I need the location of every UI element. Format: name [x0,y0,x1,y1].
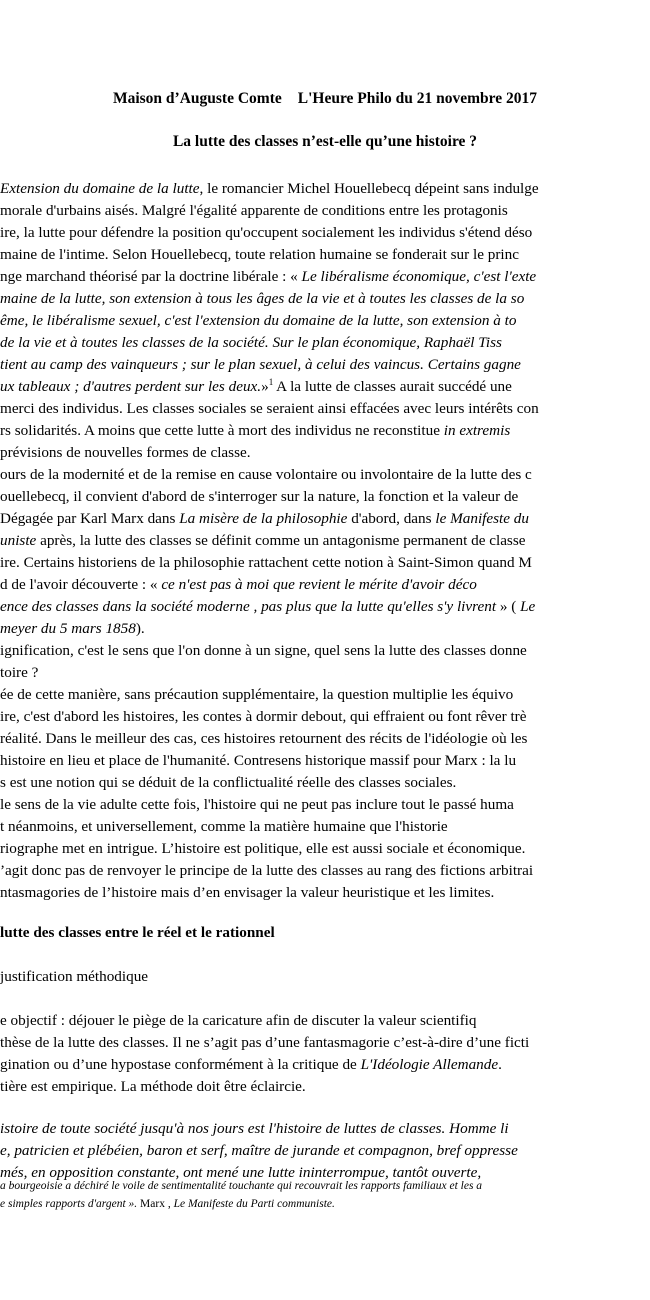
text-segment: meyer du 5 mars 1858 [0,620,136,637]
text-segment: réalité. Dans le meilleur des cas, ces histoires retournent des récits de l'idéologie où les [0,730,528,747]
text-segment: ’agit donc pas de renvoyer le principe de la lutte des classes au rang des fictions arbitrai [0,862,534,879]
text-line [0,486,518,508]
text-line [0,966,148,988]
footnote-line-1: a bourgeoisie a déchiré le voile de sentimentalité touchante qui recouvrait les rapports familiaux et les a [0,1180,483,1192]
text-line [0,1054,502,1076]
footnote-source: Le Manifeste du Parti communiste. [173,1198,335,1210]
text-segment: toire ? [0,664,39,681]
text-segment: ée de cette manière, sans précaution supplémentaire, la question multiplie les équivo [0,686,514,703]
text-line [0,442,251,464]
text-segment: L'Idéologie Allemande [360,1056,499,1073]
text-segment: . [498,1056,502,1073]
text-line [0,178,539,200]
text-segment: le Manifeste du [435,510,529,527]
text-segment: histoire en lieu et place de l'humanité. Contresens historique massif pour Marx : la lu [0,752,517,769]
text-line [0,684,513,706]
text-segment: ux tableaux ; d'autres perdent sur les deux. [0,378,262,395]
text-segment: ence des classes dans la société moderne , pas plus que la lutte qu'elles s'y livrent [0,598,497,615]
text-line [0,332,502,354]
text-line [0,310,516,332]
text-line [0,1010,477,1032]
text-segment: riographe met en intrigue. L’histoire est politique, elle est aussi sociale et économique. [0,840,526,857]
text-segment: ntasmagories de l’histoire mais d’en envisager la valeur heuristique et les limites. [0,884,495,901]
text-line [0,398,539,420]
text-segment: ême, le libéralisme sexuel, c'est l'extension du domaine de la lutte, son extension à to [0,312,517,329]
text-line [0,662,38,684]
text-segment: uniste [0,532,37,549]
text-line [0,354,521,376]
text-line [0,530,526,552]
text-segment: ire, c'est d'abord les histoires, les contes à dormir debout, qui effraient ou font rêver trè [0,708,527,725]
text-line [0,464,532,486]
header-session: L'Heure Philo du 21 novembre 2017 [297,90,538,107]
text-line [0,1118,509,1140]
text-segment: prévisions de nouvelles formes de classe. [0,444,251,461]
text-line [0,596,535,618]
text-segment: merci des individus. Les classes sociales se seraient ainsi effacées avec leurs intérêts con [0,400,539,417]
document-title: La lutte des classes n’est-elle qu’une histoire ? [172,133,478,150]
text-segment: ). [135,620,145,637]
text-segment: Extension du domaine de la lutte [0,180,200,197]
text-line [0,376,512,398]
text-line [0,838,525,860]
text-line [0,728,527,750]
text-segment: tient au camp des vainqueurs ; sur le plan sexuel, à celui des vaincus. Certains gagne [0,356,521,373]
text-line [0,1032,529,1054]
text-line [0,574,477,596]
text-segment: de la vie et à toutes les classes de la société. Sur le plan économique, Raphaël Tiss [0,334,502,351]
text-line [0,750,516,772]
text-segment: ire. Certains historiens de la philosophie rattachent cette notion à Saint-Simon quand M [0,554,532,571]
text-segment: morale d'urbains aisés. Malgré l'égalité apparente de conditions entre les protagonis [0,202,508,219]
text-segment: d'abord, dans [347,510,436,527]
text-segment: Le [520,598,536,615]
text-line [0,922,275,944]
text-segment: , le romancier Michel Houellebecq dépeint sans indulge [199,180,539,197]
text-line [0,1140,518,1162]
text-segment: La misère de la philosophie [179,510,348,527]
text-segment: A la lutte de classes aurait succédé une [273,378,512,395]
text-line [0,1076,306,1098]
text-line [0,860,533,882]
text-segment: rs solidarités. A moins que cette lutte à mort des individus ne reconstitue [0,422,444,439]
text-line [0,772,456,794]
text-line [0,552,532,574]
text-segment: après, la lutte des classes se définit comme un antagonisme permanent de classe [36,532,526,549]
text-line [0,794,514,816]
text-segment: e objectif : déjouer le piège de la caricature afin de discuter la valeur scientifiq [0,1012,477,1029]
header-institution: Maison d’Auguste Comte [112,90,282,107]
document-header [0,90,650,108]
text-segment: Dégagée par Karl Marx dans [0,510,180,527]
text-segment: ours de la modernité et de la remise en cause volontaire ou involontaire de la lutte des c [0,466,532,483]
text-line [0,222,532,244]
text-segment: gination ou d’une hypostase conformément à la critique de [0,1056,361,1073]
text-line [0,266,536,288]
text-segment: lutte des classes entre le réel et le rationnel [0,924,275,941]
text-segment: » ( [496,598,521,615]
text-line [0,288,524,310]
text-segment: d de l'avoir découverte : « [0,576,162,593]
text-segment: tière est empirique. La méthode doit être éclaircie. [0,1078,306,1095]
text-segment: ignification, c'est le sens que l'on donne à un signe, quel sens la lutte des classes donne [0,642,527,659]
footnote-line-2 [0,1198,335,1210]
text-line [0,882,494,904]
text-segment: justification méthodique [0,968,149,985]
text-segment: Le libéralisme économique, c'est l'exte [301,268,537,285]
footnote-quote-end: e simples rapports d'argent ». [0,1198,141,1210]
text-line [0,816,448,838]
text-segment: nge marchand théorisé par la doctrine libérale : « [0,268,302,285]
text-segment: més, en opposition constante, ont mené une lutte ininterrompue, tantôt ouverte, [0,1164,482,1181]
text-segment: ouellebecq, il convient d'abord de s'interroger sur la nature, la fonction et la valeur de [0,488,519,505]
text-segment: in extremis [443,422,511,439]
text-line [0,508,529,530]
text-segment: thèse de la lutte des classes. Il ne s’agit pas d’une fantasmagorie c’est-à-dire d’une ficti [0,1034,530,1051]
text-line [0,640,527,662]
text-line [0,706,526,728]
text-segment: » [261,378,269,395]
text-segment: istoire de toute société jusqu'à nos jours est l'histoire de luttes de classes. Homme li [0,1120,509,1137]
text-segment: ire, la lutte pour défendre la position qu'occupent socialement les individus s'étend déso [0,224,533,241]
text-line [0,200,508,222]
text-segment: le sens de la vie adulte cette fois, l'histoire qui ne peut pas inclure tout le passé huma [0,796,514,813]
text-line [0,244,519,266]
text-segment: ce n'est pas à moi que revient le mérite d'avoir déco [161,576,477,593]
text-line [0,420,510,442]
text-segment: t néanmoins, et universellement, comme la matière humaine que l'historie [0,818,448,835]
text-line [0,618,145,640]
text-segment: s est une notion qui se déduit de la conflictualité réelle des classes sociales. [0,774,457,791]
text-segment: maine de l'intime. Selon Houellebecq, toute relation humaine se fonderait sur le princ [0,246,519,263]
text-segment: e, patricien et plébéien, baron et serf, maître de jurande et compagnon, bref oppresse [0,1142,518,1159]
footnote-marker: 1 [268,376,274,387]
text-segment: maine de la lutte, son extension à tous les âges de la vie et à toutes les classes de la so [0,290,525,307]
footnote-author: Marx , [140,1198,174,1210]
